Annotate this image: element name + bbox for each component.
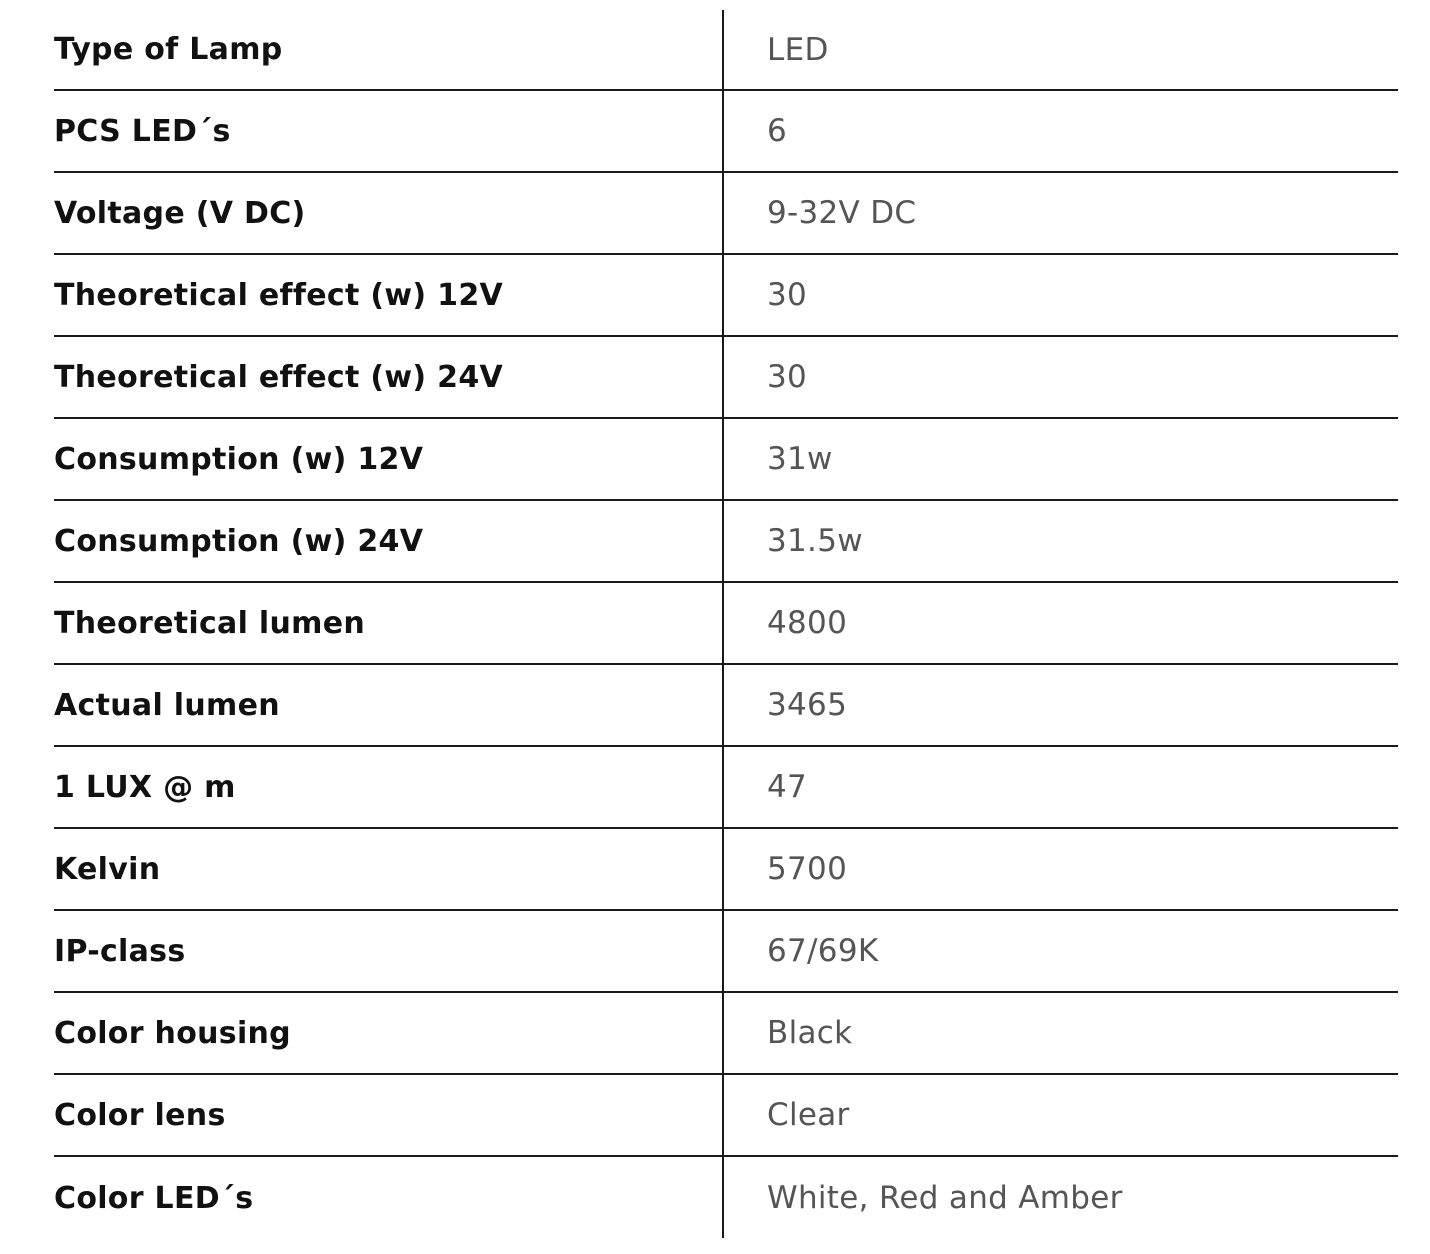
table-row [54,1075,1398,1157]
spec-value: 5700 [767,851,848,887]
spec-value: 30 [767,277,808,313]
spec-label: Color housing [54,1015,291,1051]
table-row [54,665,1398,747]
table-row [54,911,1398,993]
table-row [54,747,1398,829]
table-row [54,91,1398,173]
spec-value: 6 [767,113,788,149]
table-row [54,1157,1398,1239]
table-row [54,337,1398,419]
spec-value: 4800 [767,605,848,641]
spec-label: Kelvin [54,851,161,887]
spec-value: Black [767,1015,853,1051]
spec-label: IP-class [54,933,186,969]
spec-label: Color LED´s [54,1180,254,1216]
table-row [54,10,1398,91]
spec-value: 31.5w [767,523,863,559]
spec-label: Theoretical lumen [54,605,366,641]
spec-value: LED [767,31,829,68]
spec-label: Color lens [54,1097,226,1133]
spec-value: 30 [767,359,808,395]
spec-label: Consumption (w) 12V [54,441,424,477]
table-row [54,829,1398,911]
table-row [54,173,1398,255]
spec-value: Clear [767,1097,850,1133]
table-row [54,255,1398,337]
spec-label: Theoretical effect (w) 24V [54,359,504,395]
spec-value: 67/69K [767,933,879,969]
spec-label: Consumption (w) 24V [54,523,424,559]
table-row [54,583,1398,665]
spec-value: White, Red and Amber [767,1180,1123,1216]
spec-label: Voltage (V DC) [54,195,306,231]
table-row [54,419,1398,501]
spec-label: 1 LUX @ m [54,769,236,805]
table-row [54,993,1398,1075]
table-row [54,501,1398,583]
spec-label: PCS LED´s [54,113,231,149]
spec-table [54,10,1398,1239]
spec-label: Theoretical effect (w) 12V [54,277,504,313]
spec-value: 9-32V DC [767,195,917,231]
spec-value: 3465 [767,687,848,723]
spec-value: 31w [767,441,833,477]
spec-label: Actual lumen [54,687,280,723]
spec-label: Type of Lamp [54,32,283,67]
spec-value: 47 [767,769,808,805]
